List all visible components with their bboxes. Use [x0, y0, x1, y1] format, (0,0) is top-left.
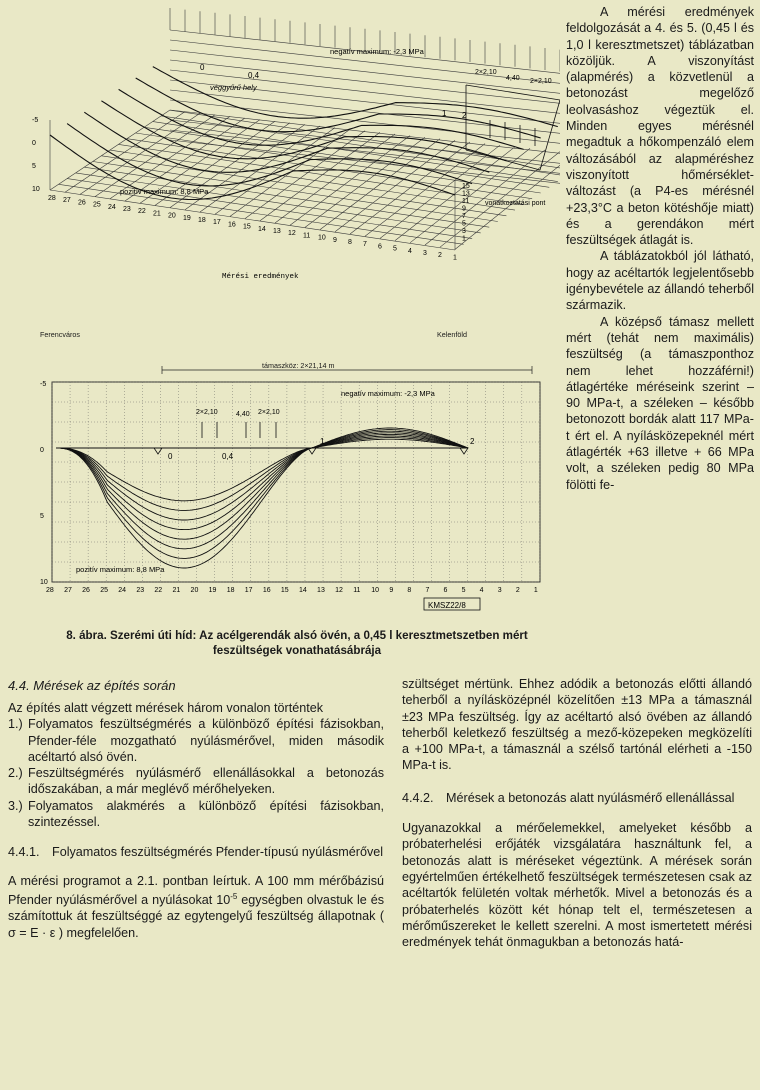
x-tick: 19	[208, 587, 217, 594]
paragraph-right-2: A táblázatokból jól látható, hogy az acéltartók legjelentősebb igénybevétele az állandó teherből származik.	[566, 249, 754, 313]
caption-line-2: feszültségek vonathatásábrája	[212, 644, 382, 657]
spacing-a: 2×2,10	[475, 69, 497, 76]
x-tick: 7	[363, 241, 367, 249]
vegrehelyzet-label: véggyűrű hely	[210, 83, 257, 92]
x-tick: 1	[453, 254, 457, 262]
left-city: Ferencváros	[40, 330, 80, 339]
label-0: 0	[200, 63, 205, 72]
x-tick: 6	[378, 243, 382, 251]
figure-caption	[14, 628, 580, 658]
label-1-2d: 1	[320, 437, 325, 446]
influence-surface-3d	[30, 0, 560, 300]
x-tick: 14	[298, 587, 307, 594]
y-tick: 1	[462, 235, 466, 243]
x-tick: 10	[318, 234, 326, 242]
y-tick: 3	[462, 228, 466, 235]
section-heading-4-4-2: 4.4.2. Mérések a betonozás alatt nyúlásmérő ellenállással	[402, 790, 735, 805]
x-tick: 3	[423, 250, 427, 257]
section-heading-4-4-1: 4.4.1. Folyamatos feszültségmérés Pfender-típusú nyúlásmérővel	[8, 845, 384, 860]
x-tick: 4	[408, 247, 412, 255]
spacing-b: 4,40	[506, 75, 520, 82]
neg-max-label-2d: negatív maximum: -2,3 MPa	[341, 389, 435, 398]
span-label: támaszköz: 2×21,14 m	[262, 361, 335, 370]
right-city: Kelenföld	[437, 330, 467, 339]
x-tick: 2	[438, 252, 442, 260]
x-tick: 25	[100, 587, 109, 594]
list-item: 1.) Folyamatos feszültségmérés a különböző építési fázisokban, Pfender-féle mozgatható nyúlásmérővel, miden második acéltartó alsó övén.	[8, 717, 384, 764]
label-04-2d: 0,4	[222, 452, 234, 461]
x-tick: 14	[258, 225, 266, 233]
x-tick: 9	[333, 236, 337, 244]
label-1: 1	[442, 109, 447, 118]
x-tick: 12	[335, 587, 343, 594]
right-column-bottom	[402, 676, 752, 950]
paragraph-continuation: szültséget mértünk. Ehhez adódik a betonozás előtti állandó teherből a nyílásközépnél közelítően ±13 MPa a támasznál ±23 MPa feszültség. Így az acéltartó alsó övében az állandó teherből keletkező feszültség a mező-közepeken megközelíti a +100 MPa-t, a támasznál a szélső tartónál elérheti a -150 MPa-t is.	[402, 677, 752, 773]
x-tick: 26	[82, 587, 90, 594]
paragraph-right-1: A mérési eredmények feldolgozását a 4. és 5. (0,45 l és 1,0 l keresztmetszet) táblázatban közöljük. A viszonyítást (alapmérés) a közvetlenül a betonozást megelőző leolvasáshoz végeztük el. Minden egyes mérésnél megadtuk a hőkompenzáló elem változásából az alapméréshez viszonyított hőmérséklet-változást (a P4-es mérésnél +23,3°C a beton kötéshője miatt) és a gerendákon mért feszültségek átlagát is.	[566, 5, 754, 248]
x-tick: 22	[138, 208, 146, 216]
x-tick: 17	[244, 587, 253, 594]
formula: ( σ = E · ε )	[8, 909, 385, 940]
z-tick: 10	[32, 186, 40, 193]
x-tick: 24	[108, 203, 116, 211]
spacing-a-2d: 2×2,10	[196, 409, 218, 416]
list-item: 2.) Feszültségmérés nyúlásmérő ellenállásokkal a betonozás időszakában, a már meglévő mérőhelyeken.	[8, 766, 384, 797]
z-tick: 0	[32, 140, 36, 147]
x-tick: 21	[172, 587, 181, 594]
x-tick: 12	[288, 230, 296, 238]
x-tick: 3	[497, 587, 502, 594]
left-column-bottom	[8, 700, 384, 941]
x-tick: 4	[479, 587, 484, 594]
x-tick: 5	[393, 245, 397, 253]
z-tick: 5	[32, 163, 36, 170]
x-tick: 16	[262, 587, 271, 594]
y-tick: 10	[40, 579, 48, 586]
x-tick: 27	[64, 587, 72, 594]
x-tick: 21	[153, 210, 161, 218]
spacing-c-2d: 2×2,10	[258, 409, 280, 416]
stamp: KMSZ22/8	[428, 601, 466, 610]
y-tick: 11	[462, 198, 470, 205]
x-tick: 20	[190, 587, 199, 594]
paragraph-4-4-1: A mérési programot a 2.1. pontban leírtuk. A 100 mm mérőbázisú Pfender nyúlásmérővel a nyúlásokat $10^{-5}$ egységben olvastuk le és számítottuk át feszültséggé az egytengelyű feszültség állapotnak ( σ = E · ε ) megfelelően.	[8, 873, 385, 940]
pos-max-label-2d: pozitív maximum: 8,8 MPa	[76, 565, 165, 574]
paragraph-right-3: A középső támasz mellett mért (tehát nem maximális) feszültség (a támaszponthoz nem lehet hozzáférni!) átlagértéke méréseink szerint – 90 MPa-t, a széleken – később betonozott bordák alatt 117 MPa-t ért el. A nyílásközepeknél mért átlagérték +63 illetve + 66 MPa volt, a széleken pedig 80 MPa fölötti fe-	[566, 314, 754, 492]
x-tick: 11	[303, 232, 311, 240]
x-tick: 15	[280, 587, 289, 594]
x-tick: 23	[136, 587, 145, 594]
x-tick: 13	[317, 587, 325, 594]
x-tick: 16	[228, 221, 236, 229]
label-0-2d: 0	[168, 452, 173, 461]
x-tick: 17	[213, 219, 221, 227]
pos-max-label: pozitív maximum: 8,8 MPa	[120, 187, 209, 196]
caption-line-1: 8. ábra. Szerémi úti híd: Az acélgerendák alsó övén, a 0,45 l keresztmetszetben mért	[66, 629, 528, 642]
x-tick: 23	[123, 206, 131, 213]
label-04: 0,4	[248, 71, 260, 80]
y-tick: 9	[462, 205, 466, 213]
x-tick: 18	[198, 217, 206, 224]
right-column-top	[566, 4, 754, 493]
y-tick: 7	[462, 213, 466, 220]
neg-max-label: negatív maximum: -2,3 MPa	[330, 47, 424, 56]
x-tick: 26	[78, 199, 86, 207]
x-tick: 6	[443, 587, 448, 594]
y-tick: 15	[462, 183, 470, 190]
x-tick: 10	[371, 587, 380, 594]
x-tick: 13	[273, 228, 281, 235]
label-2-2d: 2	[470, 437, 475, 446]
x-tick: 18	[226, 587, 235, 594]
x-tick: 28	[46, 587, 54, 594]
x-tick: 20	[168, 212, 176, 220]
y-tick: 5	[462, 220, 466, 228]
label-2: 2	[462, 111, 467, 120]
mono-caption: Mérési eredmények	[222, 273, 299, 281]
list-item: 3.) Folyamatos alakmérés a különböző építési fázisokban, szintezéssel.	[8, 798, 384, 830]
y-tick: 5	[40, 513, 44, 520]
x-tick: 19	[183, 214, 191, 222]
z-tick: -5	[32, 117, 39, 124]
x-tick: 11	[353, 587, 361, 594]
x-tick: 1	[533, 587, 538, 594]
x-tick: 25	[93, 201, 101, 209]
x-tick: 7	[425, 587, 430, 594]
x-tick: 8	[348, 239, 352, 246]
paragraph-4-4-2: Ugyanazokkal a mérőelemekkel, amelyeket később a próbaterhelési erőjáték vizsgálatára használtunk fel, a betonozás alatt is méréseket végeztünk. A mérések során egyértelműen értékelhető feszültségek természetesen csak az acéltartók felületén voltak mérhetők. Mivel a betonozás és a próbaterhelés között két hónap telt el, természetesen a mérőműszereket le kellett szerelni. A most ismertetett mérési eredmények tehát önmagukban a betonozás hatá-	[402, 821, 752, 950]
x-tick: 9	[389, 587, 394, 594]
x-tick: 27	[63, 197, 71, 205]
intro-paragraph: Az építés alatt végzett mérések három vonalon történtek	[8, 701, 324, 715]
y-tick: 13	[462, 190, 470, 198]
spacing-c: 2×2,10	[530, 78, 552, 85]
section-heading-4-4: 4.4. Mérések az építés során	[8, 678, 176, 693]
influence-point-label: vonatkoztatási pont	[485, 200, 546, 207]
y-tick: 0	[40, 447, 44, 454]
x-tick: 8	[407, 587, 412, 594]
x-tick: 15	[243, 223, 251, 231]
x-tick: 22	[154, 587, 163, 594]
spacing-b-2d: 4,40	[236, 411, 250, 418]
x-tick: 2	[515, 587, 520, 594]
x-tick: 5	[461, 587, 466, 594]
influence-line-chart	[36, 366, 556, 628]
x-tick: 24	[118, 587, 127, 594]
y-tick: -5	[40, 381, 47, 388]
x-tick: 28	[48, 195, 56, 202]
